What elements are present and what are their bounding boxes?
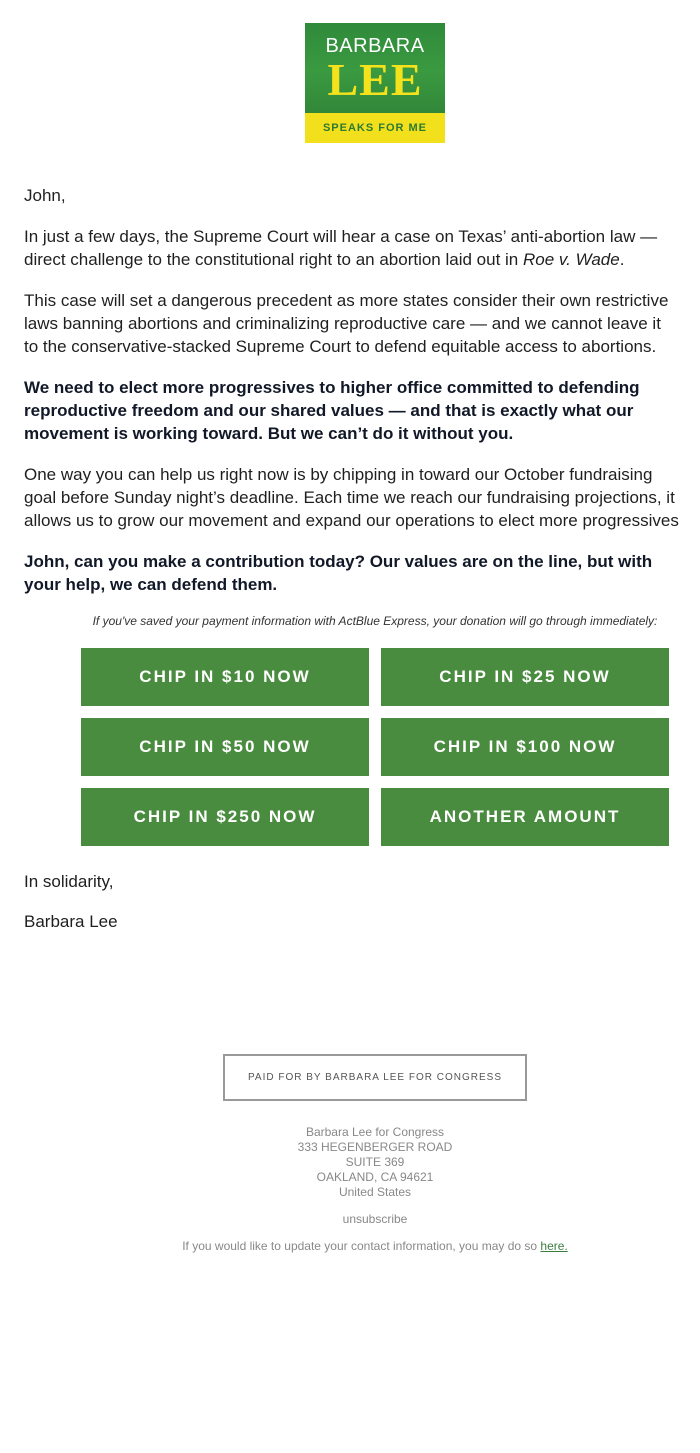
chip-in-10-button[interactable]: CHIP IN $10 NOW: [81, 648, 369, 706]
address-line: OAKLAND, CA 94621: [316, 1170, 434, 1184]
paragraph-3: [24, 376, 700, 445]
paragraph-1-line-1: In just a few days, the Supreme Court will hear a case on Texas’ anti-abortion law —: [24, 227, 658, 246]
paragraph-3-line: reproductive freedom and our shared values — and that is exactly what our: [24, 401, 634, 420]
paragraph-2: [24, 289, 700, 358]
chip-in-50-button[interactable]: CHIP IN $50 NOW: [81, 718, 369, 776]
paragraph-1-line-2-text: direct challenge to the constitutional right to an abortion laid out in: [24, 250, 523, 269]
paid-for-disclaimer: PAID FOR BY BARBARA LEE FOR CONGRESS: [223, 1054, 527, 1101]
paragraph-3-line: movement is working toward. But we can’t do it without you.: [24, 424, 514, 443]
paragraph-1: [24, 225, 700, 271]
chip-in-25-button[interactable]: CHIP IN $25 NOW: [381, 648, 669, 706]
unsubscribe-link[interactable]: unsubscribe: [342, 1212, 408, 1226]
greeting: John,: [24, 186, 66, 205]
paragraph-2-line: This case will set a dangerous precedent as more states consider their own restrictive: [24, 291, 669, 310]
paragraph-4-line: goal before Sunday night’s deadline. Each time we reach our fundraising projections, it: [24, 488, 675, 507]
paragraph-4-line: One way you can help us right now is by chipping in toward our October fundraising: [24, 465, 653, 484]
update-contact-link[interactable]: here.: [540, 1239, 568, 1253]
paragraph-1-period: .: [619, 250, 625, 269]
case-name: Roe v. Wade: [523, 250, 620, 269]
address-line: 333 HEGENBERGER ROAD: [297, 1140, 453, 1154]
update-contact-text: If you would like to update your contact information, you may do so: [182, 1239, 541, 1253]
signoff: In solidarity,: [24, 872, 114, 891]
paragraph-4: [24, 463, 700, 532]
address-line: Barbara Lee for Congress: [305, 1125, 445, 1139]
logo-tagline: SPEAKS FOR ME: [305, 113, 445, 143]
paragraph-2-line: to the conservative-stacked Supreme Court to defend equitable access to abortions.: [24, 337, 657, 356]
paragraph-5-line: John, can you make a contribution today? Our values are on the line, but with: [24, 552, 653, 571]
paragraph-2-line: laws banning abortions and criminalizing reproductive care — and we cannot leave it: [24, 314, 661, 333]
another-amount-button[interactable]: ANOTHER AMOUNT: [381, 788, 669, 846]
paragraph-1-line-2: [24, 248, 700, 271]
paragraph-5: [24, 550, 700, 596]
address-line: United States: [338, 1185, 412, 1199]
chip-in-250-button[interactable]: CHIP IN $250 NOW: [81, 788, 369, 846]
update-contact-info: [0, 1239, 700, 1253]
logo-first-name: BARBARA: [325, 35, 425, 57]
address-block: [200, 1125, 550, 1200]
paragraph-5-line: your help, we can defend them.: [24, 575, 278, 594]
paragraph-3-line: We need to elect more progressives to higher office committed to defending: [24, 378, 640, 397]
paragraph-4-line: allows us to grow our movement and expand our operations to elect more progressives: [24, 511, 679, 530]
chip-in-100-button[interactable]: CHIP IN $100 NOW: [381, 718, 669, 776]
signature: Barbara Lee: [24, 912, 118, 931]
logo-last-name: LEE: [327, 54, 423, 105]
actblue-note: If you've saved your payment information with ActBlue Express, your donation will go through immediately:: [92, 614, 658, 628]
address-line: SUITE 369: [345, 1155, 405, 1169]
campaign-logo: [305, 23, 445, 143]
